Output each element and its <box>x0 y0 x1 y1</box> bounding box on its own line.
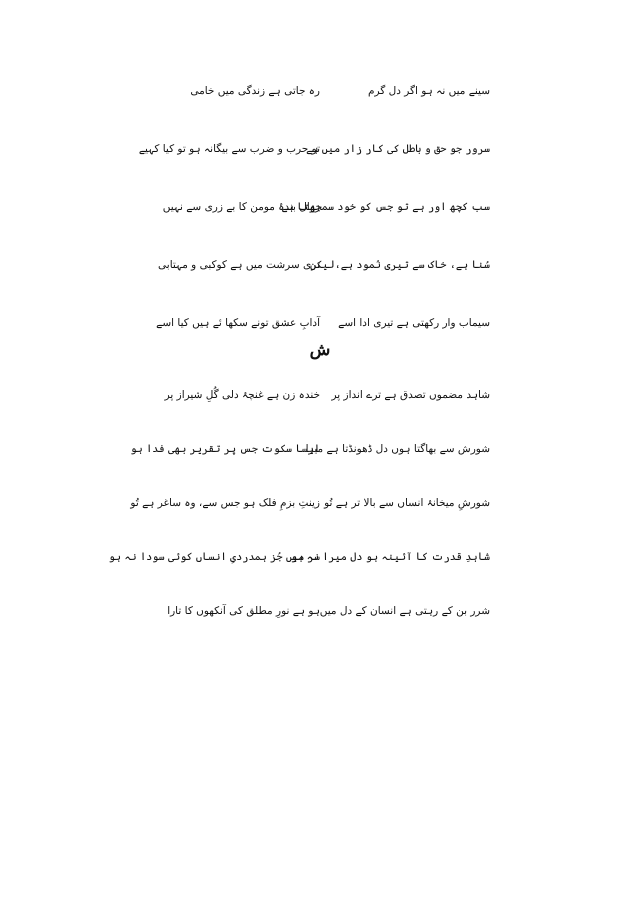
second-hemistich: زینتِ بزمِ فلک ہو جس سے، وہ ساغر ہے تُو <box>130 497 320 509</box>
first-hemistich: سیماب وار رکھتی ہے تیری ادا اسے <box>338 317 490 329</box>
couplet <box>138 141 490 199</box>
couplet <box>160 603 490 657</box>
couplet <box>130 495 490 549</box>
second-hemistich: سر میں جُز ہمدردیِ انساں کوئی سودا نہ ہو <box>108 551 320 563</box>
couplet <box>130 441 490 495</box>
second-hemistich: زوال بندۂ مومن کا بے زری سے نہیں <box>162 201 320 213</box>
second-hemistich: ہو ہے نورِ مطلق کی آنکھوں کا تارا <box>167 605 320 617</box>
first-hemistich: شورش سے بھاگتا ہوں دل ڈھونڈتا ہے میرا <box>305 443 490 455</box>
second-hemistich: تری سرشت میں ہے کوکبی و مہتابی <box>158 259 320 271</box>
first-hemistich: سرور جو حق و باطل کی کار زار میں ہے <box>306 143 490 155</box>
first-hemistich: شورشِ میخانۂ انساں سے بالا تر ہے تُو <box>324 497 490 509</box>
first-hemistich: سب کچھ اور ہے تو جس کو خود سمجھتا ہے <box>281 201 490 213</box>
section-heading-letter: ش <box>309 340 331 360</box>
verse-group-one <box>138 83 490 373</box>
verse-group-two <box>108 387 490 657</box>
first-hemistich: شاہدِ قدرت کا آئینہ ہو دل میرا نہ ہو <box>291 551 490 563</box>
couplet <box>160 257 490 315</box>
second-hemistich: خندہ زن ہے غنچۂ دلی گُلِ شیراز پر <box>164 389 320 401</box>
first-hemistich: شرر بن کے رہتی ہے انسان کے دل میں <box>319 605 490 617</box>
couplet <box>160 387 490 441</box>
couplet <box>160 83 490 141</box>
first-hemistich: شاہد مضموں تصدق ہے ترے انداز پر <box>331 389 490 401</box>
second-hemistich: آدابِ عشق تونے سکھا ئے ہیں کیا اسے <box>156 317 320 329</box>
second-hemistich: ایسا سکوت جس پر تقریر بھی فدا ہو <box>130 443 320 455</box>
first-hemistich: سُنا ہے، خاک سے تیری نُمود ہے،لیکن <box>310 259 490 271</box>
couplet <box>160 199 490 257</box>
second-hemistich: تو حرب و ضرب سے بیگانہ ہو تو کیا کہیے <box>138 143 320 155</box>
second-hemistich: رہ جاتی ہے زندگی میں خامی <box>190 85 320 97</box>
first-hemistich: سینے میں نہ ہو اگر دل گرم <box>367 85 490 97</box>
couplet <box>108 549 490 603</box>
